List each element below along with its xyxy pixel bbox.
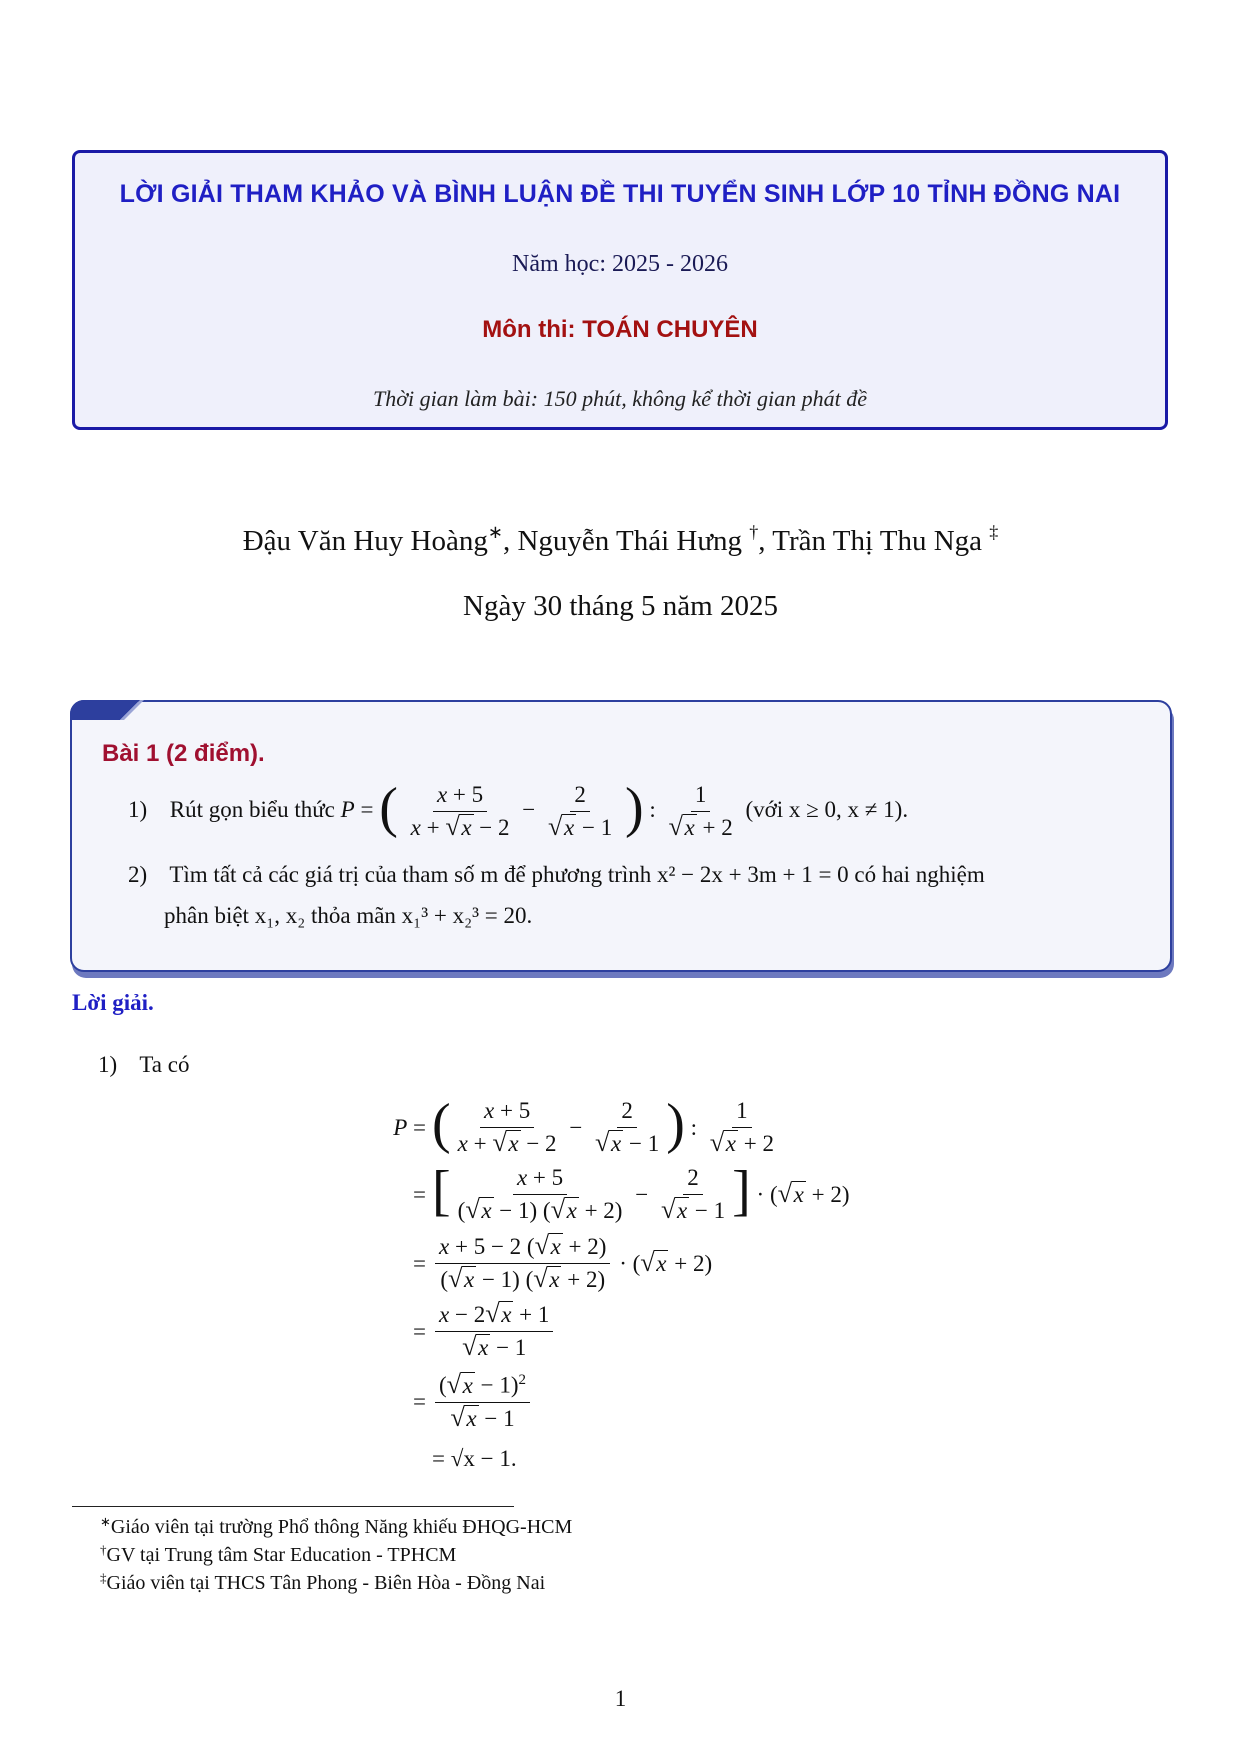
author-separator: ,: [502, 525, 518, 557]
author-separator: ,: [758, 525, 773, 557]
derivation-step: [386, 1446, 517, 1472]
derivation-step: = $\frac{x + 5 - 2 (√ x + 2)}{(√ x - 1) (√ x + 2)}$ · (√ x + 2): [386, 1234, 712, 1293]
author-name: Nguyễn Thái Hưng: [517, 525, 750, 557]
footnote-text: Giáo viên tại THCS Tân Phong - Biên Hòa - Đồng Nai: [106, 1572, 546, 1594]
item-text: Ta có: [139, 1052, 190, 1077]
final-result: = √x − 1.: [432, 1446, 517, 1471]
header-box: [72, 150, 1168, 430]
author-name: Trần Thị Thu Nga: [772, 525, 990, 557]
solution-item-1: [98, 1052, 189, 1078]
author-name: Đậu Văn Huy Hoàng: [242, 525, 488, 557]
footnote: [100, 1570, 545, 1595]
item-condition: (với x ≥ 0, x ≠ 1).: [745, 796, 909, 822]
footnote-mark: ∗: [487, 522, 503, 542]
author-list: [0, 522, 1241, 558]
footnote: [100, 1542, 456, 1567]
problem-box: [70, 700, 1172, 972]
problem-item-2: [128, 862, 985, 888]
footnote-text: GV tại Trung tâm Star Education - TPHCM: [106, 1544, 457, 1566]
exam-subject: Môn thi: TOÁN CHUYÊN: [482, 316, 758, 343]
item-number: 1): [98, 1052, 118, 1077]
derivation-step: = (√ x − 1)$^2$ √ x − 1: [386, 1372, 533, 1432]
footnote-mark: †: [749, 522, 759, 542]
footnote-mark: ‡: [989, 522, 999, 542]
document-title: LỜI GIẢI THAM KHẢO VÀ BÌNH LUẬN ĐỀ THI TUYỂN SINH LỚP 10 TỈNH ĐỒNG NAI: [119, 180, 1121, 208]
footnote: [100, 1514, 572, 1539]
footnote-mark: ‡: [100, 1570, 107, 1585]
document-date: Ngày 30 tháng 5 năm 2025: [463, 590, 778, 622]
problem-item-2-continuation: phân biệt x₁, x₂ thỏa mãn x₁³ + x₂³ = 20.: [164, 903, 533, 928]
school-year: Năm học: 2025 - 2026: [512, 251, 728, 277]
exam-duration: Thời gian làm bài: 150 phút, không kể thời gian phát đề: [372, 386, 867, 411]
item-text: Rút gọn biểu thức: [169, 796, 335, 822]
problem-title: Bài 1 (2 điểm).: [102, 740, 265, 767]
item-number: 1): [128, 796, 148, 822]
box-corner-tab: [70, 700, 150, 722]
item-text: Tìm tất cả các giá trị của tham số m để phương trình x² − 2x + 3m + 1 = 0 có hai nghiệm: [169, 862, 985, 887]
derivation-step: = x − 2√ x + 1 √ x − 1: [386, 1302, 556, 1361]
footnote-rule: [72, 1506, 514, 1507]
item-number: 2): [128, 862, 148, 887]
footnote-mark: ∗: [100, 1514, 111, 1529]
math-expression: P = ( $\frac{x + 5}{x + √ x - 2}$ − 2 √ x − 1 ) : 1 √ x + 2: [341, 797, 746, 822]
footnote-text: Giáo viên tại trường Phổ thông Năng khiếu ĐHQG-HCM: [110, 1516, 573, 1538]
page-number: 1: [614, 1686, 627, 1711]
solution-heading: Lời giải.: [72, 990, 154, 1015]
problem-item-1: [128, 776, 909, 841]
derivation-step: = [ $\frac{x + 5}{(√ x - 1) (√ x + 2)}$ − 2 √ x − 1 ] · (√ x + 2): [386, 1165, 849, 1224]
derivation-step: P = ( $\frac{x + 5}{x + √ x - 2}$ − 2 √ x − 1 ) : 1 √ x + 2: [386, 1098, 781, 1157]
footnote-mark: †: [100, 1542, 107, 1557]
